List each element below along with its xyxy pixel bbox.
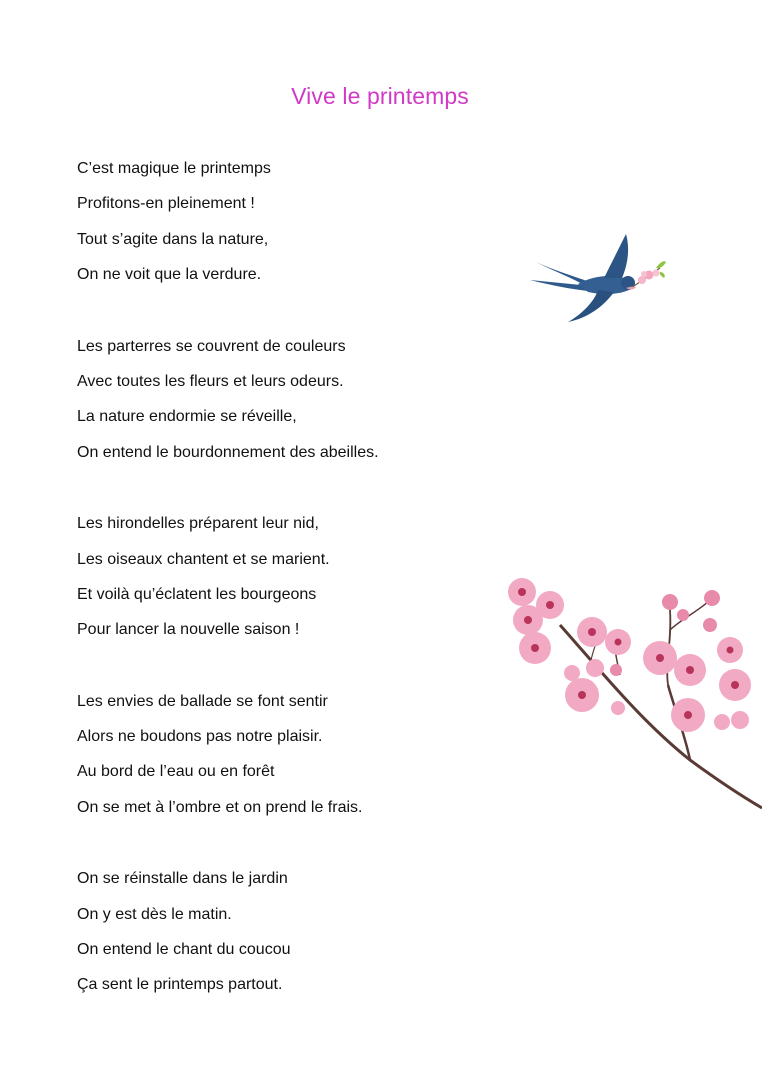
poem-line: Alors ne boudons pas notre plaisir. (77, 728, 323, 746)
poem-line: Ça sent le printemps partout. (77, 976, 283, 994)
poem-line: Pour lancer la nouvelle saison ! (77, 621, 300, 639)
poem-line: Avec toutes les fleurs et leurs odeurs. (77, 372, 344, 390)
poem-line: On ne voit que la verdure. (77, 266, 262, 284)
poem-line: Au bord de l’eau ou en forêt (77, 763, 275, 781)
stanza-4 (77, 689, 379, 831)
poem-line: Les hirondelles préparent leur nid, (77, 515, 319, 533)
poem-line: On entend le chant du coucou (77, 941, 291, 959)
poem-line: On se met à l’ombre et on prend le frais. (77, 798, 363, 816)
poem-body (77, 156, 379, 1044)
cherry-blossom-branch-icon (500, 570, 762, 810)
poem-line: Les parterres se couvrent de couleurs (77, 337, 346, 355)
poem-line: Les envies de ballade se font sentir (77, 692, 328, 710)
poem-line: Et voilà qu’éclatent les bourgeons (77, 585, 317, 603)
poem-line: On y est dès le matin. (77, 905, 232, 923)
poem-title: Vive le printemps (291, 83, 469, 109)
stanza-5 (77, 866, 379, 1008)
stanza-2 (77, 334, 379, 476)
poem-line: On se réinstalle dans le jardin (77, 870, 288, 888)
poem-line: Les oiseaux chantent et se marient. (77, 550, 330, 568)
swallow-with-blossom-icon (528, 232, 668, 324)
poem-line: Profitons-en pleinement ! (77, 195, 255, 213)
stanza-3 (77, 511, 379, 653)
poem-line: La nature endormie se réveille, (77, 408, 297, 426)
poem-line: On entend le bourdonnement des abeilles. (77, 443, 379, 461)
poem-line: Tout s’agite dans la nature, (77, 230, 269, 248)
stanza-1 (77, 156, 379, 298)
poem-line: C’est magique le printemps (77, 160, 271, 177)
